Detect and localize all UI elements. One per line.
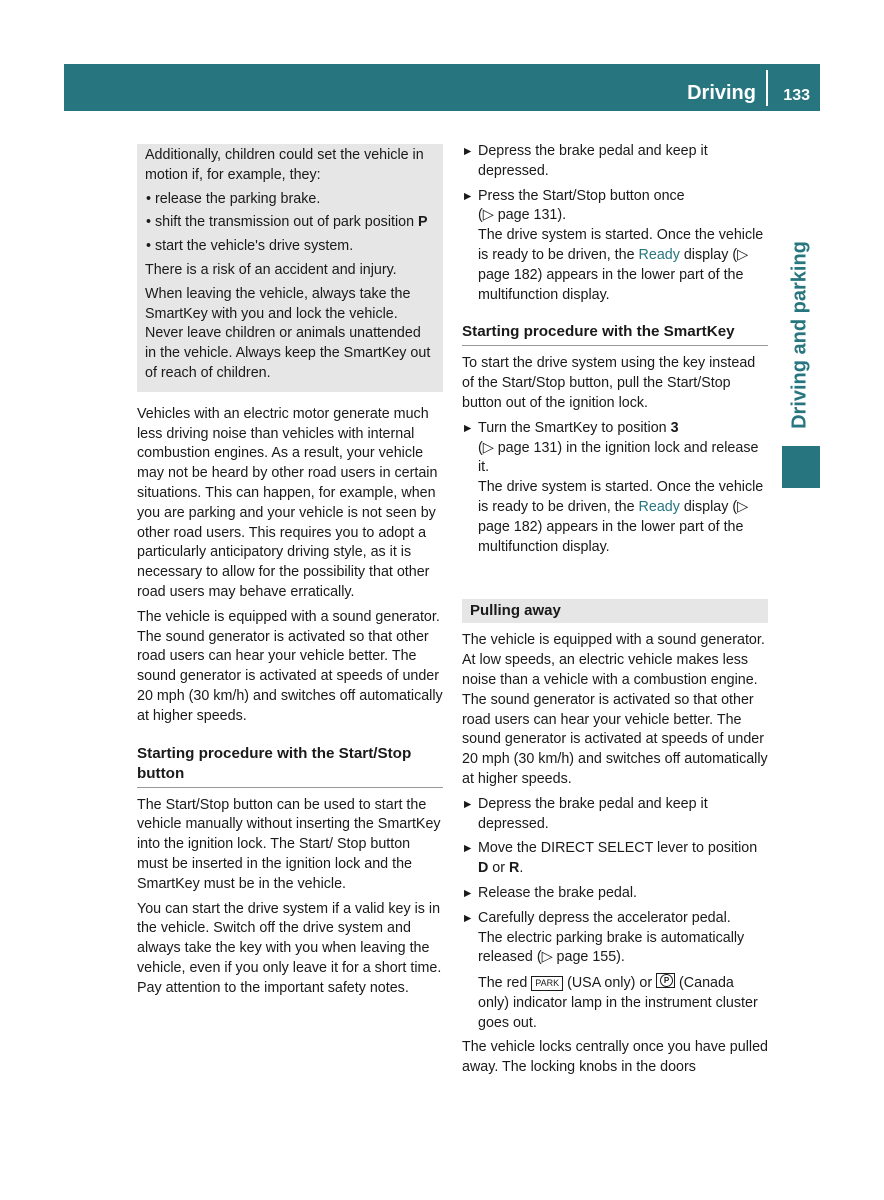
- paragraph: The vehicle locks centrally once you have pulled away. The locking knobs in the doors: [462, 1039, 768, 1076]
- chapter-title: Driving: [687, 82, 756, 104]
- paragraph: You can start the drive system if a valid key is in the vehicle. Switch off the drive system and always take the key with you when leaving the vehicle, even if you only leave it for a short time. Pay attention to the important safety notes.: [137, 900, 442, 996]
- side-chapter-text: Driving and parking: [788, 241, 811, 429]
- step-result: The red PARK (USA only) or P (Canada only) indicator lamp in the instrument cluster goes out.: [478, 975, 758, 1031]
- step-item: ▶ Depress the brake pedal and keep it depressed.: [462, 142, 768, 182]
- side-chapter-label: [780, 232, 820, 438]
- step-item: ▶ Depress the brake pedal and keep it depressed.: [462, 795, 768, 835]
- parking-brake-indicator-icon: P: [656, 973, 675, 988]
- warning-advice: When leaving the vehicle, always take the SmartKey with you and lock the vehicle. Never leave children or animals unattended in the vehicle. Always keep the SmartKey out of reach of children.: [145, 285, 431, 381]
- header-divider: [766, 70, 768, 106]
- park-indicator-icon: PARK: [531, 976, 563, 991]
- page-header: [64, 64, 820, 111]
- warning-bullet: • shift the transmission out of park position P: [146, 214, 428, 231]
- section-heading: Starting procedure with the Start/Stop button: [137, 744, 443, 788]
- section-heading: Starting procedure with the SmartKey: [462, 322, 768, 346]
- ready-display-label: Ready: [638, 246, 680, 263]
- warning-box: [137, 144, 443, 392]
- step-item: ▶ Move the DIRECT SELECT lever to position D or R.: [462, 839, 768, 879]
- warning-risk: There is a risk of an accident and injury.: [145, 261, 397, 278]
- warning-bullet: • release the parking brake.: [146, 190, 321, 207]
- ready-display-label: Ready: [638, 498, 680, 515]
- paragraph: The Start/Stop button can be used to start the vehicle manually without inserting the SmartKey into the ignition lock. The Start/ Stop button must be inserted in the ignition lock and the SmartKey must be in the vehicle.: [137, 796, 441, 892]
- paragraph: The vehicle is equipped with a sound generator. At low speeds, an electric vehicle makes less noise than a vehicle with a combustion engine. The sound generator is activated so that other road users can hear your vehicle better. The sound generator is activated at speeds of under 20 mph (30 km/h) and switches off automatically at higher speeds.: [462, 632, 768, 787]
- left-column: [137, 144, 443, 1003]
- step-item: ▶ Press the Start/Stop button once (▷ page 131). The drive system is started. Once the vehicle is ready to be driven, the Ready display (▷ page 182) appears in the lower part of the multifunction display.: [462, 187, 768, 306]
- warning-intro: Additionally, children could set the vehicle in motion if, for example, they:: [145, 147, 424, 183]
- step-result: The drive system is started. Once the vehicle is ready to be driven, the Ready display (▷ page 182) appears in the lower part of the multifunction display.: [478, 479, 764, 555]
- paragraph: Vehicles with an electric motor generate much less driving noise than vehicles with internal combustion engines. As a result, your vehicle may not be heard by other road users in certain situations. This can happen, for example, when you are parking and your vehicle is not seen by other road users. This requires you to adopt a particularly anticipatory driving style, as it is necessary to allow for the possibility that other road users may behave erratically.: [137, 405, 438, 600]
- step-item: ▶ Release the brake pedal.: [462, 884, 768, 904]
- step-item: ▶ Carefully depress the accelerator pedal. The electric parking brake is automatically released (▷ page 155). The red PARK (USA only) or P (Canada only) indicator lamp in the instrument cluster goes out.: [462, 909, 768, 1034]
- paragraph: The vehicle is equipped with a sound generator. The sound generator is activated so that other road users can hear your vehicle better. The sound generator is activated at speeds of under 20 mph (30 km/h) and switches off automatically at higher speeds.: [137, 608, 443, 724]
- step-item: ▶ Turn the SmartKey to position 3 (▷ page 131) in the ignition lock and release it. The drive system is started. Once the vehicle is ready to be driven, the Ready display (▷ page 182) appears in the lower part of the multifunction display.: [462, 419, 768, 558]
- right-column: [462, 142, 768, 1083]
- warning-bullet: • start the vehicle's drive system.: [146, 238, 354, 255]
- side-chapter-tab: [782, 446, 820, 488]
- paragraph: To start the drive system using the key instead of the Start/Stop button, pull the Start/Stop button out of the ignition lock.: [462, 355, 756, 411]
- page-number: 133: [783, 87, 810, 104]
- page-reference: (▷ page 131).: [478, 207, 567, 224]
- section-title-pulling-away: Pulling away: [462, 599, 768, 623]
- step-result: The drive system is started. Once the vehicle is ready to be driven, the Ready display (▷ page 182) appears in the lower part of the multifunction display.: [478, 227, 764, 303]
